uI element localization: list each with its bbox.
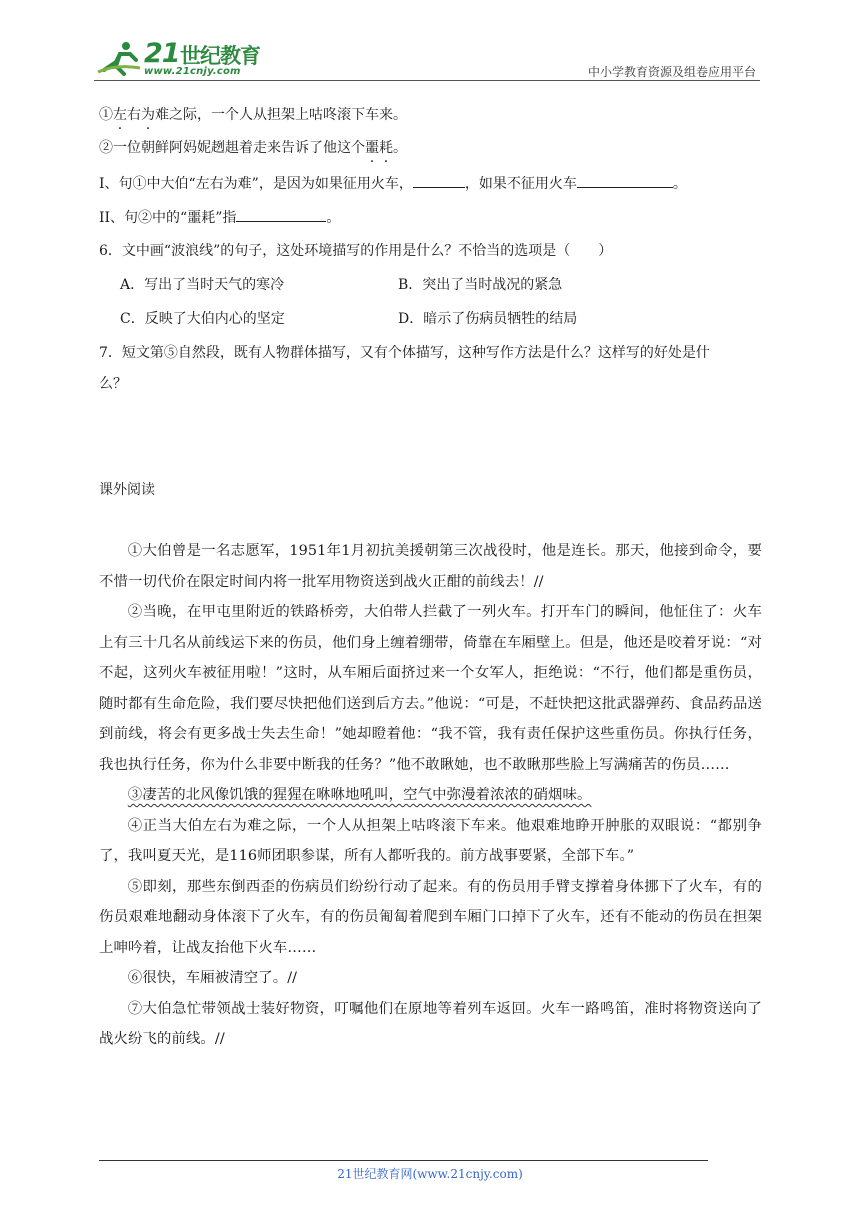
- logo-chinese: 世纪教育: [180, 44, 260, 68]
- question-5-i: I、句①中大伯“左右为难”，是因为如果征用火车， ，如果不征用火车 。: [99, 173, 687, 194]
- question-6-stem: 6．文中画“波浪线”的句子，这处环境描写的作用是什么？不恰当的选项是（ ）: [99, 243, 613, 259]
- passage-paragraph-5: ⑤即刻，那些东倒西歪的伤病员们纷纷行动了起来。有的伤员用手臂支撑着身体挪下了火车，有的伤员艰难地翻动身体滚下了火车，有的伤员匍匐着爬到车厢门口掉下了火车，还有不能动的伤员在担架上呻吟着，让战友抬他下火车……: [99, 878, 762, 956]
- platform-name: 中小学教育资源及组卷应用平台: [587, 65, 756, 79]
- footer-link[interactable]: 21世纪教育网(www.21cnjy.com): [337, 1167, 523, 1181]
- passage-paragraph-2: ②当晚，在甲屯里附近的铁路桥旁，大伯带人拦截了一列火车。打开车门的瞬间，他怔住了：火车上有三十几名从前线运下来的伤员，他们身上缠着绷带，倚靠在车厢壁上。但是，他还是咬着牙说：“对不起，这列火车被征用啦！”这时，从车厢后面挤过来一个女军人，拒绝说：“不行，他们都是重伤员，随时都有生命危险，我们要尽快把他们送到后方去。”他说：“可是，不赶快把这批武器弹药、食品药品送到前线，将会有更多战士失去生命！”她却瞪着他：“我不管，我有责任保护这些重伤员。你执行任务，我也执行任务，你为什么非要中断我的任务？”他不敢瞅她，也不敢瞅那些脸上写满痛苦的伤员……: [99, 604, 762, 773]
- running-figure-icon: [96, 40, 142, 76]
- wavy-underlined-sentence: ③凄苦的北风像饥饿的猩猩在咻咻地吼叫，空气中弥漫着浓浓的硝烟味。: [127, 787, 592, 803]
- header-divider: [94, 80, 760, 81]
- passage-paragraph-1: ①大伯曾是一名志愿军，1951年1月初抗美援朝第三次战役时，他是连长。那天，他接到命令，要不惜一切代价在限定时间内将一批军用物资送到战火正酣的前线去！//: [99, 543, 762, 590]
- passage-paragraph-7: ⑦大伯急忙带领战士装好物资，叮嘱他们在原地等着列车返回。火车一路鸣笛，准时将物资送向了战火纷飞的前线。//: [99, 1000, 762, 1047]
- passage-paragraph-6: ⑥很快，车厢被清空了。//: [127, 970, 298, 986]
- logo-number: 21: [144, 38, 180, 69]
- question-7-line-2: 么？: [99, 376, 127, 392]
- question-7-line-1: 7．短文第⑤自然段，既有人物群体描写，又有个体描写，这种写作方法是什么？这样写的好处是什: [99, 345, 710, 361]
- site-logo[interactable]: [94, 38, 264, 78]
- passage-paragraph-4: ④正当大伯左右为难之际，一个人从担架上咕咚滚下车来。他艰难地睁开肿胀的双眼说：“都别争了，我叫夏天光，是116师团职参谋，所有人都听我的。前方战事要紧，全部下车。”: [99, 817, 762, 864]
- answer-blank[interactable]: [413, 173, 465, 188]
- answer-blank[interactable]: [577, 173, 673, 188]
- passage-paragraph-3: [99, 780, 762, 811]
- answer-blank[interactable]: [236, 207, 326, 222]
- option-d[interactable]: D．暗示了伤病员牺牲的结局: [398, 311, 578, 327]
- option-c[interactable]: C．反映了大伯内心的坚定: [120, 311, 285, 327]
- logo-url: www.21cnjy.com: [144, 66, 241, 77]
- section-title: 课外阅读: [99, 482, 155, 498]
- sentence-1: ①左右为难之际，一个人从担架上咕咚滚下车来。: [99, 107, 407, 123]
- option-a[interactable]: A．写出了当时天气的寒冷: [120, 277, 285, 293]
- sentence-2: ②一位朝鲜阿妈妮趔趄着走来告诉了他这个噩耗。: [99, 140, 407, 156]
- option-b[interactable]: B．突出了当时战况的紧急: [398, 277, 563, 293]
- question-5-ii: II、句②中的“噩耗”指 。: [99, 207, 340, 228]
- page-header: [94, 38, 760, 82]
- footer-divider: [99, 1160, 708, 1161]
- reading-passage: [99, 536, 762, 1055]
